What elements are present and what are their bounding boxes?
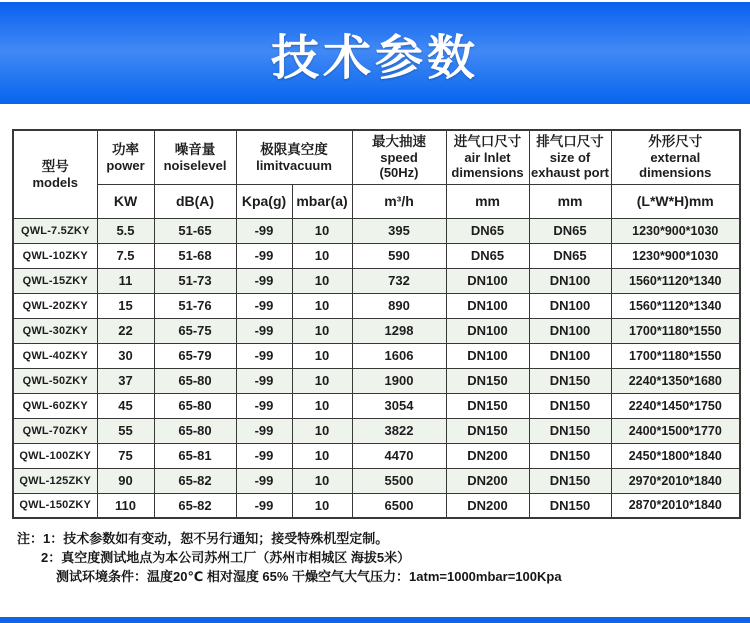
cell-inlet: DN200 — [446, 443, 529, 468]
cell-speed: 6500 — [352, 493, 446, 518]
cell-exhaust: DN150 — [529, 418, 611, 443]
cell-mbar: 10 — [292, 443, 352, 468]
unit-power: KW — [97, 184, 154, 218]
cell-speed: 5500 — [352, 468, 446, 493]
cell-speed: 1606 — [352, 343, 446, 368]
cell-model: QWL-40ZKY — [13, 343, 97, 368]
cell-external: 1700*1180*1550 — [611, 343, 740, 368]
column-header-external — [611, 130, 740, 184]
cell-noise: 65-79 — [154, 343, 236, 368]
cell-power: 7.5 — [97, 243, 154, 268]
cell-exhaust: DN150 — [529, 393, 611, 418]
cell-speed: 4470 — [352, 443, 446, 468]
header-models-zh: 型号 — [41, 158, 69, 174]
table-row — [13, 418, 740, 443]
cell-exhaust: DN65 — [529, 243, 611, 268]
cell-mbar: 10 — [292, 368, 352, 393]
spec-table-wrap — [12, 129, 740, 519]
cell-kpa: -99 — [236, 218, 292, 243]
cell-power: 110 — [97, 493, 154, 518]
cell-kpa: -99 — [236, 443, 292, 468]
unit-vacuum-kpa: Kpa(g) — [236, 184, 292, 218]
cell-model: QWL-7.5ZKY — [13, 218, 97, 243]
cell-inlet: DN200 — [446, 493, 529, 518]
cell-kpa: -99 — [236, 493, 292, 518]
header-speed-en: speed — [380, 150, 418, 166]
cell-noise: 65-75 — [154, 318, 236, 343]
header-external-en2: dimensions — [639, 165, 712, 181]
column-header-exhaust — [529, 130, 611, 184]
header-models-en: models — [32, 174, 78, 190]
cell-power: 5.5 — [97, 218, 154, 243]
column-header-speed — [352, 130, 446, 184]
cell-model: QWL-150ZKY — [13, 493, 97, 518]
footnote-line-2: 2：真空度测试地点为本公司苏州工厂（苏州市相城区 海拔5米） — [41, 550, 411, 565]
cell-exhaust: DN100 — [529, 293, 611, 318]
cell-noise: 51-73 — [154, 268, 236, 293]
title-banner — [0, 2, 750, 104]
header-row-groups — [13, 130, 740, 184]
unit-speed: m³/h — [352, 184, 446, 218]
cell-model: QWL-100ZKY — [13, 443, 97, 468]
cell-external: 1230*900*1030 — [611, 243, 740, 268]
cell-model: QWL-70ZKY — [13, 418, 97, 443]
header-power-zh: 功率 — [112, 141, 139, 157]
cell-external: 1560*1120*1340 — [611, 268, 740, 293]
column-header-vacuum — [236, 130, 352, 184]
cell-speed: 3822 — [352, 418, 446, 443]
cell-power: 30 — [97, 343, 154, 368]
table-row — [13, 493, 740, 518]
cell-external: 1560*1120*1340 — [611, 293, 740, 318]
footnotes — [0, 529, 750, 586]
cell-inlet: DN150 — [446, 368, 529, 393]
cell-model: QWL-60ZKY — [13, 393, 97, 418]
cell-mbar: 10 — [292, 393, 352, 418]
cell-kpa: -99 — [236, 368, 292, 393]
header-speed-en2: (50Hz) — [379, 165, 419, 181]
cell-model: QWL-50ZKY — [13, 368, 97, 393]
cell-power: 45 — [97, 393, 154, 418]
cell-noise: 65-82 — [154, 468, 236, 493]
cell-inlet: DN100 — [446, 293, 529, 318]
cell-inlet: DN65 — [446, 243, 529, 268]
bottom-accent-bar — [0, 617, 750, 623]
cell-power: 15 — [97, 293, 154, 318]
cell-external: 2970*2010*1840 — [611, 468, 740, 493]
header-row-units — [13, 184, 740, 218]
column-header-power — [97, 130, 154, 184]
cell-inlet: DN100 — [446, 268, 529, 293]
cell-external: 2870*2010*1840 — [611, 493, 740, 518]
cell-exhaust: DN150 — [529, 493, 611, 518]
cell-speed: 890 — [352, 293, 446, 318]
table-row — [13, 443, 740, 468]
cell-external: 2400*1500*1770 — [611, 418, 740, 443]
cell-speed: 3054 — [352, 393, 446, 418]
table-row — [13, 268, 740, 293]
cell-model: QWL-125ZKY — [13, 468, 97, 493]
cell-speed: 1900 — [352, 368, 446, 393]
cell-noise: 65-80 — [154, 368, 236, 393]
cell-kpa: -99 — [236, 268, 292, 293]
column-header-inlet — [446, 130, 529, 184]
cell-speed: 1298 — [352, 318, 446, 343]
cell-mbar: 10 — [292, 318, 352, 343]
footnote-line-1: 注：1：技术参数如有变动，恕不另行通知；接受特殊机型定制。 — [17, 531, 389, 546]
header-exhaust-zh: 排气口尺寸 — [536, 134, 604, 150]
header-exhaust-en: size of — [549, 150, 591, 166]
cell-kpa: -99 — [236, 468, 292, 493]
column-header-models — [13, 130, 97, 218]
cell-power: 90 — [97, 468, 154, 493]
cell-model: QWL-15ZKY — [13, 268, 97, 293]
cell-mbar: 10 — [292, 493, 352, 518]
unit-vacuum-mbar: mbar(a) — [292, 184, 352, 218]
header-exhaust-en2: exhaust port — [531, 165, 610, 181]
cell-power: 22 — [97, 318, 154, 343]
header-speed-zh: 最大抽速 — [372, 134, 427, 150]
cell-power: 37 — [97, 368, 154, 393]
cell-exhaust: DN65 — [529, 218, 611, 243]
cell-exhaust: DN100 — [529, 343, 611, 368]
unit-noise: dB(A) — [154, 184, 236, 218]
cell-exhaust: DN100 — [529, 318, 611, 343]
cell-noise: 51-76 — [154, 293, 236, 318]
cell-speed: 732 — [352, 268, 446, 293]
cell-external: 2240*1450*1750 — [611, 393, 740, 418]
cell-inlet: DN65 — [446, 218, 529, 243]
cell-noise: 51-65 — [154, 218, 236, 243]
cell-kpa: -99 — [236, 343, 292, 368]
cell-inlet: DN100 — [446, 318, 529, 343]
cell-noise: 65-80 — [154, 418, 236, 443]
cell-noise: 65-80 — [154, 393, 236, 418]
cell-external: 2450*1800*1840 — [611, 443, 740, 468]
cell-inlet: DN150 — [446, 418, 529, 443]
header-inlet-zh: 进气口尺寸 — [453, 134, 522, 150]
cell-kpa: -99 — [236, 318, 292, 343]
header-external-zh: 外形尺寸 — [648, 134, 703, 150]
table-row — [13, 243, 740, 268]
column-header-noise — [154, 130, 236, 184]
cell-exhaust: DN150 — [529, 368, 611, 393]
cell-mbar: 10 — [292, 243, 352, 268]
cell-exhaust: DN150 — [529, 468, 611, 493]
header-external-en: external — [650, 150, 701, 166]
header-vacuum-zh: 极限真空度 — [260, 141, 328, 157]
cell-exhaust: DN150 — [529, 443, 611, 468]
cell-mbar: 10 — [292, 343, 352, 368]
cell-mbar: 10 — [292, 268, 352, 293]
cell-kpa: -99 — [236, 393, 292, 418]
cell-inlet: DN150 — [446, 393, 529, 418]
page-title: 技术参数 — [270, 31, 479, 85]
cell-kpa: -99 — [236, 293, 292, 318]
cell-power: 55 — [97, 418, 154, 443]
unit-inlet: mm — [446, 184, 529, 218]
cell-mbar: 10 — [292, 418, 352, 443]
cell-noise: 51-68 — [154, 243, 236, 268]
table-row — [13, 393, 740, 418]
cell-power: 75 — [97, 443, 154, 468]
cell-kpa: -99 — [236, 418, 292, 443]
header-noise-en: noiselevel — [163, 157, 227, 173]
cell-model: QWL-10ZKY — [13, 243, 97, 268]
header-vacuum-en: limitvacuum — [256, 157, 332, 173]
table-row — [13, 468, 740, 493]
table-row — [13, 293, 740, 318]
cell-power: 11 — [97, 268, 154, 293]
cell-model: QWL-30ZKY — [13, 318, 97, 343]
cell-kpa: -99 — [236, 243, 292, 268]
cell-noise: 65-81 — [154, 443, 236, 468]
table-row — [13, 368, 740, 393]
header-inlet-en: air lnlet — [464, 150, 511, 166]
cell-mbar: 10 — [292, 218, 352, 243]
table-row — [13, 318, 740, 343]
unit-external: (L*W*H)mm — [611, 184, 740, 218]
cell-external: 1230*900*1030 — [611, 218, 740, 243]
table-row — [13, 218, 740, 243]
header-noise-zh: 噪音量 — [174, 141, 216, 157]
cell-inlet: DN100 — [446, 343, 529, 368]
cell-exhaust: DN100 — [529, 268, 611, 293]
cell-mbar: 10 — [292, 468, 352, 493]
footnote-line-3: 测试环境条件：温度20℃ 相对湿度 65% 干燥空气大气压力：1atm=1000mbar=100Kpa — [56, 569, 562, 584]
header-inlet-en2: dimensions — [451, 165, 524, 181]
cell-speed: 590 — [352, 243, 446, 268]
header-power-en: power — [106, 157, 145, 173]
cell-external: 1700*1180*1550 — [611, 318, 740, 343]
spec-table — [12, 129, 741, 519]
cell-noise: 65-82 — [154, 493, 236, 518]
cell-external: 2240*1350*1680 — [611, 368, 740, 393]
table-row — [13, 343, 740, 368]
cell-model: QWL-20ZKY — [13, 293, 97, 318]
cell-mbar: 10 — [292, 293, 352, 318]
unit-exhaust: mm — [529, 184, 611, 218]
cell-speed: 395 — [352, 218, 446, 243]
cell-inlet: DN200 — [446, 468, 529, 493]
